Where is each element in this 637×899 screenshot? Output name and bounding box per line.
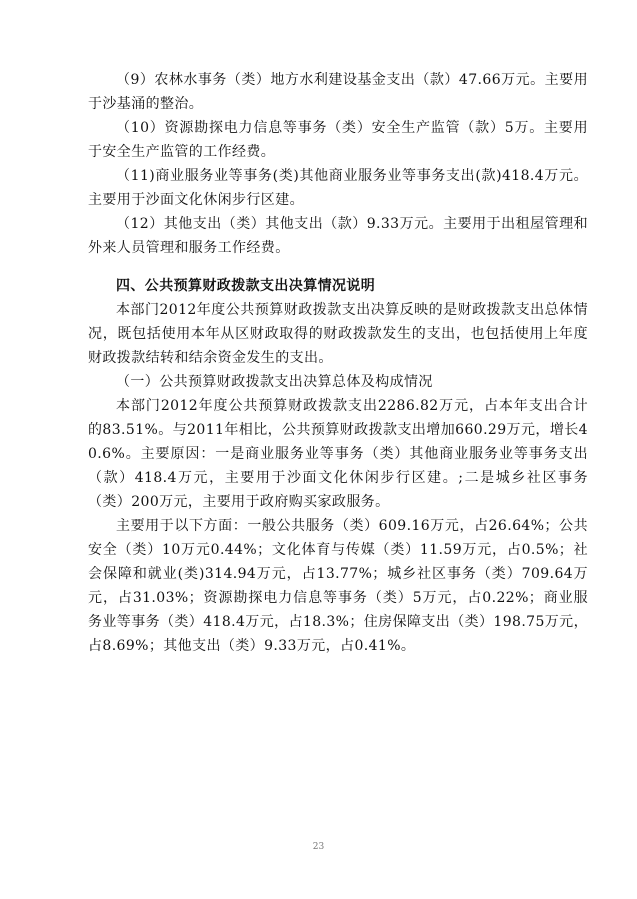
document-body [88,68,588,658]
usage-paragraph: 主要用于以下方面：一般公共服务（类）609.16万元，占26.64%；公共安全（类）10万元0.44%；文化体育与传媒（类）11.59万元，占0.5%；社会保障和就业(类)314.94万元，占13.77%；城乡社区事务（类）709.64万元，占31.03%；资源勘探电力信息等事务（类）5万元，占0.22%；商业服务业等事务（类）418.4万元，占18.3%；住房保障支出（类）198.75万元，占8.69%；其他支出（类）9.33万元，占0.41%。 [88,518,588,654]
item-paragraph-9: （9）农林水事务（类）地方水利建设基金支出（款）47.66万元。主要用于沙基涌的整治。 [88,72,588,112]
intro-paragraph: 本部门2012年度公共预算财政拨款支出决算反映的是财政拨款支出总体情况，既包括使用本年从区财政取得的财政拨款发生的支出，也包括使用上年度财政拨款结转和结余资金发生的支出。 [88,302,588,366]
item-paragraph-11: （11)商业服务业等事务(类)其他商业服务业等事务支出(款)418.4万元。主要用于沙面文化休闲步行区建。 [88,168,588,208]
item-paragraph-10: （10）资源勘探电力信息等事务（类）安全生产监管（款）5万。主要用于安全生产监管的工作经费。 [88,120,588,160]
item-paragraph-12: （12）其他支出（类）其他支出（款）9.33万元。主要用于出租屋管理和外来人员管理和服务工作经费。 [88,216,588,256]
page-number: 23 [312,842,325,852]
section-heading: 四、公共预算财政拨款支出决算情况说明 [116,278,376,294]
subheading: （一）公共预算财政拨款支出决算总体及构成情况 [116,374,433,390]
overview-paragraph: 本部门2012年度公共预算财政拨款支出2286.82万元，占本年支出合计的83.51%。与2011年相比，公共预算财政拨款支出增加660.29万元，增长40.6%。主要原因：一是商业服务业等事务（类）其他商业服务业等事务支出（款）418.4万元，主要用于沙面文化休闲步行区建。;二是城乡社区事务（类）200万元，主要用于政府购买家政服务。 [88,398,588,510]
